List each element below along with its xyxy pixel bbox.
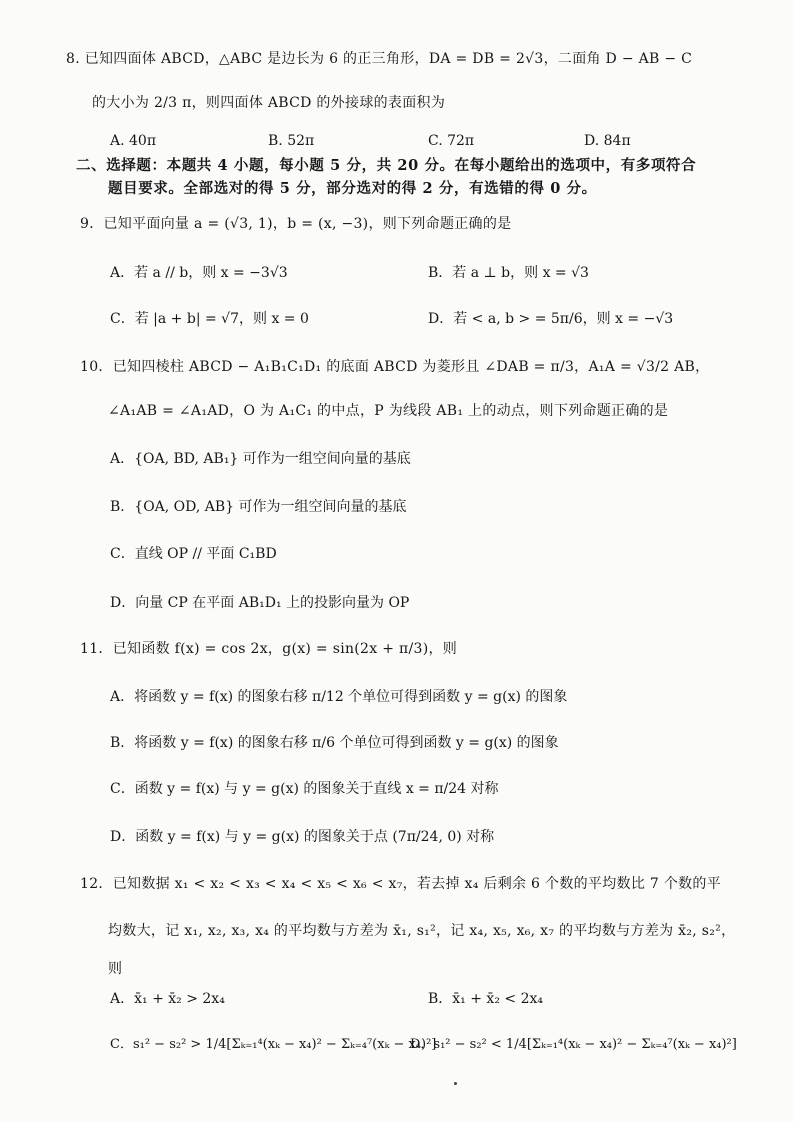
q8-option-c: C. 72π [428,133,475,149]
q12-option-a: A．x̄₁ + x̄₂ > 2x₄ [110,991,225,1007]
q9-option-b: B．若 a ⊥ b，则 x = √3 [428,265,589,281]
scan-speck [454,1082,457,1085]
q8-stem-line1: 8. 已知四面体 ABCD，△ABC 是边长为 6 的正三角形，DA = DB = 2√3，二面角 D − AB − C [66,51,693,67]
q11-option-d: D．函数 y = f(x) 与 y = g(x) 的图象关于点 (7π/24, 0) 对称 [110,829,495,845]
q9-option-d: D．若 < a, b > = 5π/6，则 x = −√3 [428,311,674,327]
q9-option-a: A．若 a // b，则 x = −3√3 [110,265,288,281]
q11-option-c: C．函数 y = f(x) 与 y = g(x) 的图象关于直线 x = π/24 对称 [110,781,499,797]
q9-stem: 9．已知平面向量 a = (√3, 1)，b = (x, −3)，则下列命题正确的是 [80,216,512,232]
q8-option-b: B. 52π [268,133,315,149]
q11-option-a: A．将函数 y = f(x) 的图象右移 π/12 个单位可得到函数 y = g(x) 的图象 [110,689,568,705]
q8-option-a: A. 40π [110,133,157,149]
q11-stem: 11．已知函数 f(x) = cos 2x，g(x) = sin(2x + π/3)，则 [80,641,458,657]
q9-option-c: C．若 |a + b| = √7，则 x = 0 [110,311,309,327]
q12-stem-line3: 则 [108,961,123,977]
q12-stem-line2: 均数大，记 x₁, x₂, x₃, x₄ 的平均数与方差为 x̄₁, s₁²，记 x₄, x₅, x₆, x₇ 的平均数与方差为 x̄₂, s₂²， [108,923,736,939]
q12-option-b: B．x̄₁ + x̄₂ < 2x₄ [428,991,543,1007]
q10-stem-line2: ∠A₁AB = ∠A₁AD，O 为 A₁C₁ 的中点，P 为线段 AB₁ 上的动点，则下列命题正确的是 [108,403,669,419]
q8-stem-line2: 的大小为 2/3 π，则四面体 ABCD 的外接球的表面积为 [92,95,446,111]
q11-option-b: B．将函数 y = f(x) 的图象右移 π/6 个单位可得到函数 y = g(x) 的图象 [110,735,559,751]
q8-option-d: D. 84π [584,133,631,149]
section2-heading-line2: 题目要求。全部选对的得 5 分，部分选对的得 2 分，有选错的得 0 分。 [108,180,597,197]
q10-option-c: C．直线 OP // 平面 C₁BD [110,546,277,562]
q12-option-c: C．s₁² − s₂² > 1/4[Σₖ₌₁⁴(xₖ − x₄)² − Σₖ₌₄⁷(xₖ − x₄)²] [110,1037,437,1052]
q10-stem-line1: 10．已知四棱柱 ABCD − A₁B₁C₁D₁ 的底面 ABCD 为菱形且 ∠DAB = π/3，A₁A = √3/2 AB， [80,359,710,375]
q10-option-b: B．{OA, OD, AB} 可作为一组空间向量的基底 [110,499,407,515]
q12-stem-line1: 12．已知数据 x₁ < x₂ < x₃ < x₄ < x₅ < x₆ < x₇，若去掉 x₄ 后剩余 6 个数的平均数比 7 个数的平 [80,876,722,892]
q10-option-a: A．{OA, BD, AB₁} 可作为一组空间向量的基底 [110,451,411,467]
q10-option-d: D．向量 CP 在平面 AB₁D₁ 上的投影向量为 OP [110,595,410,611]
section2-heading-line1: 二、选择题：本题共 4 小题，每小题 5 分，共 20 分。在每小题给出的选项中，有多项符合 [76,157,697,174]
q12-option-d: D．s₁² − s₂² < 1/4[Σₖ₌₁⁴(xₖ − x₄)² − Σₖ₌₄⁷(xₖ − x₄)²] [410,1037,737,1052]
